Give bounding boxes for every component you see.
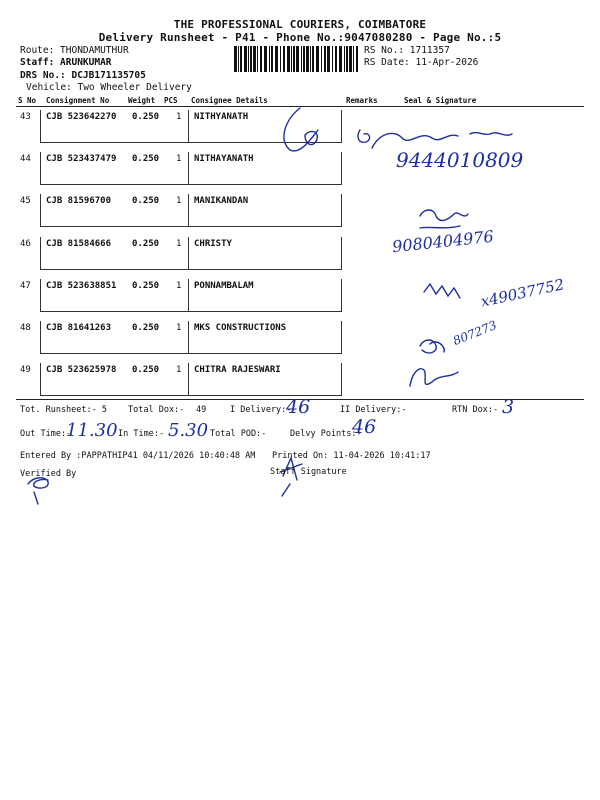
total-dox-value: 49: [196, 405, 207, 415]
col-weight: Weight: [128, 96, 156, 105]
in-time-label: In Time:-: [118, 429, 165, 439]
staff-label: Staff: ARUNKUMAR: [20, 57, 112, 68]
row-weight: 0.250: [132, 365, 160, 376]
row-consignee: NITHAYANATH: [194, 154, 254, 165]
row-weight: 0.250: [132, 196, 160, 207]
row-consignee: CHRISTY: [194, 238, 232, 249]
staff-signature-label: Staff Signature: [270, 467, 347, 477]
out-time-label: Out Time:-: [20, 429, 72, 439]
entered-by: Entered By :PAPPATHIP41 04/11/2026 10:40:48 AM: [20, 451, 256, 461]
row-sno: 49: [20, 365, 31, 376]
route-label: Route: THONDAMUTHUR: [20, 45, 129, 56]
out-time-handwritten: 11.30: [66, 420, 118, 441]
row-consignee: PONNAMBALAM: [194, 280, 254, 291]
row-pcs: 1: [176, 280, 182, 291]
row-sno: 47: [20, 280, 31, 291]
tot-runsheet: Tot. Runsheet:- 5: [20, 405, 107, 415]
row-consignee: MKS CONSTRUCTIONS: [194, 323, 287, 333]
drs-number: DRS No.: DCJB171135705: [20, 70, 146, 81]
handwritten-phone-row44: 9444010809: [396, 148, 524, 172]
row-weight: 0.250: [132, 323, 160, 333]
ii-delivery-label: II Delivery:-: [340, 405, 407, 415]
row-weight: 0.250: [132, 280, 160, 291]
printed-on: Printed On: 11-04-2026 10:41:17: [272, 451, 431, 461]
row-consignment-no: CJB 523638851: [46, 280, 117, 291]
company-title: THE PROFESSIONAL COURIERS, COIMBATORE: [173, 18, 427, 31]
row-weight: 0.250: [132, 112, 160, 122]
row-consignee: CHITRA RAJESWARI: [194, 365, 281, 376]
row-sno: 43: [20, 112, 31, 122]
row-pcs: 1: [176, 196, 182, 207]
handwritten-phone-row48: 807273: [451, 317, 499, 349]
rs-date: RS Date: 11-Apr-2026: [364, 57, 479, 68]
row-consignment-no: CJB 523437479: [46, 154, 117, 165]
row-sno: 46: [20, 238, 31, 249]
rs-number: RS No.: 1711357: [364, 45, 450, 56]
col-consignment: Consignment No: [46, 96, 110, 105]
i-delivery-handwritten: 46: [286, 396, 311, 418]
row-consignment-no: CJB 81584666: [46, 238, 112, 249]
row-consignment-no: CJB 81596700: [46, 196, 112, 207]
row-weight: 0.250: [132, 238, 160, 249]
runsheet-subtitle: Delivery Runsheet - P41 - Phone No.:9047080280 - Page No.:5: [98, 31, 502, 44]
delvy-points-handwritten: 46: [352, 416, 377, 438]
total-dox-label: Total Dox:-: [128, 405, 185, 415]
col-consignee: Consignee Details: [191, 96, 268, 105]
row-pcs: 1: [176, 238, 182, 249]
handwritten-phone-row47: x49037752: [479, 275, 566, 311]
row-weight: 0.250: [132, 154, 160, 165]
total-pod-label: Total POD:-: [210, 429, 267, 439]
col-seal-signature: Seal & Signature: [404, 96, 477, 105]
i-delivery-label: I Delivery:-: [230, 405, 292, 415]
delvy-points-label: Delvy Points:-: [290, 429, 362, 439]
row-consignee: MANIKANDAN: [194, 196, 249, 207]
row-sno: 45: [20, 196, 31, 207]
col-remarks: Remarks: [346, 96, 378, 105]
row-consignment-no: CJB 523625978: [46, 365, 117, 376]
rtn-dox-handwritten: 3: [502, 396, 515, 418]
in-time-handwritten: 5.30: [168, 420, 209, 441]
row-pcs: 1: [176, 154, 182, 165]
row-pcs: 1: [176, 365, 182, 376]
row-consignment-no: CJB 81641263: [46, 323, 112, 333]
row-sno: 44: [20, 154, 31, 165]
row-pcs: 1: [176, 323, 182, 333]
row-consignment-no: CJB 523642270: [46, 112, 117, 122]
row-consignee: NITHYANATH: [194, 112, 249, 122]
row-sno: 48: [20, 323, 31, 333]
row-pcs: 1: [176, 112, 182, 122]
col-pcs: PCS: [164, 96, 178, 105]
col-sno: S No: [18, 96, 37, 105]
handwritten-phone-row46: 9080404976: [391, 226, 495, 257]
verified-by-label: Verified By: [20, 469, 77, 479]
rtn-dox-label: RTN Dox:-: [452, 405, 499, 415]
vehicle-label: Vehicle: Two Wheeler Delivery: [26, 82, 192, 93]
